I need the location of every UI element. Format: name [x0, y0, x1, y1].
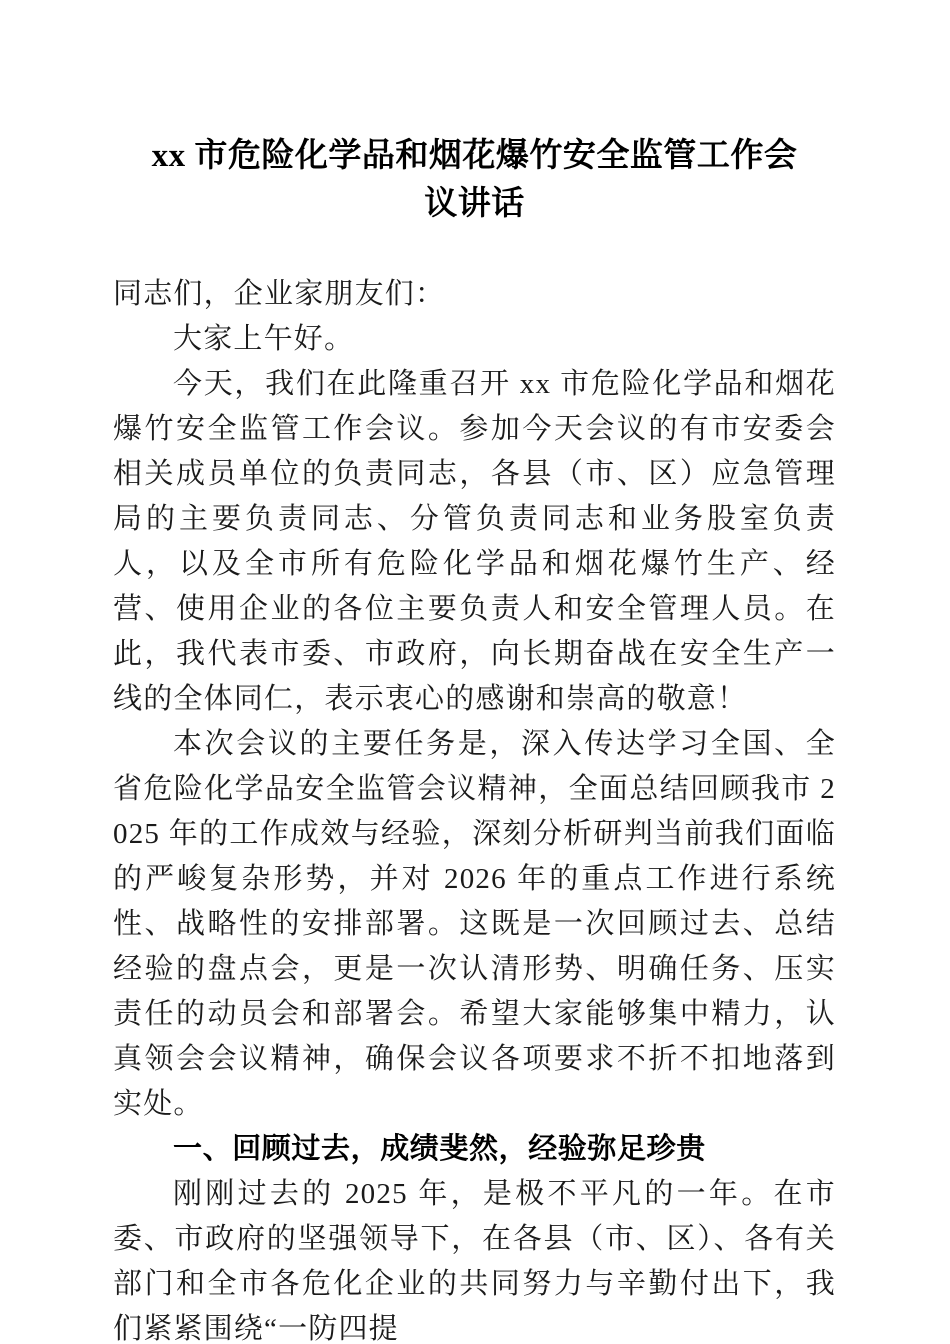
page-title	[113, 132, 836, 228]
body-paragraph-3: 刚刚过去的 2025 年，是极不平凡的一年。在市委、市政府的坚强领导下，在各县（市、区）、各有关部门和全市各危化企业的共同努力与辛勤付出下，我们紧紧围绕“一防四提	[113, 1178, 836, 1344]
salutation-paragraph: 同志们，企业家朋友们：	[113, 278, 446, 310]
section-heading-1: 一、回顾过去，成绩斐然，经验弥足珍贵	[173, 1133, 706, 1165]
body-paragraph-1: 今天，我们在此隆重召开 xx 市危险化学品和烟花爆竹安全监管工作会议。参加今天会议的有市安委会相关成员单位的负责同志，各县（市、区）应急管理局的主要负责同志、分管负责同志和业务股室负责人，以及全市所有危险化学品和烟花爆竹生产、经营、使用企业的各位主要负责人和安全管理人员。在此，我代表市委、市政府，向长期奋战在安全生产一线的全体同仁，表示衷心的感谢和崇高的敬意！	[113, 368, 836, 715]
page-title-line-1: xx 市危险化学品和烟花爆竹安全监管工作会	[151, 138, 798, 174]
page-title-line-2: 议讲话	[424, 186, 525, 222]
document-body	[113, 272, 836, 1344]
greeting-paragraph: 大家上午好。	[173, 323, 355, 355]
body-paragraph-2: 本次会议的主要任务是，深入传达学习全国、全省危险化学品安全监管会议精神，全面总结回顾我市 2025 年的工作成效与经验，深刻分析研判当前我们面临的严峻复杂形势，并对 2026 年的重点工作进行系统性、战略性的安排部署。这既是一次回顾过去、总结经验的盘点会，更是一次认清形势、明确任务、压实责任的动员会和部署会。希望大家能够集中精力，认真领会会议精神，确保会议各项要求不折不扣地落到实处。	[113, 728, 836, 1120]
